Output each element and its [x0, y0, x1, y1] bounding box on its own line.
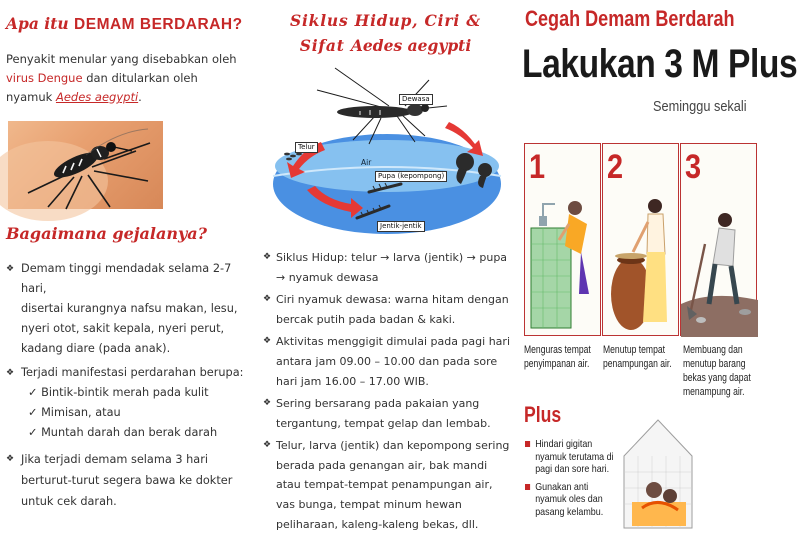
- step-card-1: [524, 143, 601, 336]
- step-card-3: [680, 143, 757, 336]
- step-number: 1: [529, 148, 546, 186]
- step-caption-1: Menguras tempat penyimpanan air.: [524, 344, 591, 370]
- plus-title: Plus: [524, 402, 562, 427]
- virus-name: virus Dengue: [6, 71, 83, 85]
- list-item: Hindari gigitan nyamuk terutama di pagi dan sore hari.: [525, 438, 617, 476]
- list-item: ❖ Telur, larva (jentik) dan kepompong sering berada pada genangan air, bak mandi atau tempat-tempat penampungan air, vas bunga, tempat minum hewan peliharaan, kaleng-kaleng bekas, dll.: [263, 436, 511, 535]
- panel-life-cycle: [257, 0, 514, 543]
- check-item: ✓ Mimisan, atau: [6, 403, 250, 423]
- intro-text: Penyakit menular yang disebabkan oleh virus Dengue dan ditularkan oleh nyamuk Aedes aegypti.: [6, 52, 237, 104]
- diamond-bullet-icon: ❖: [263, 397, 272, 408]
- prevention-subheading: Lakukan 3 M Plus: [522, 42, 797, 86]
- panel-what-is-dengue: [0, 0, 255, 543]
- panel2-title: Siklus Hidup, Ciri & Sifat Aedes aegypti: [289, 11, 482, 55]
- square-bullet-icon: [525, 441, 530, 447]
- panel1-title: Apa itu DEMAM BERDARAH?: [6, 14, 243, 33]
- diamond-bullet-icon: ❖: [263, 439, 272, 450]
- list-item: ❖ Jika terjadi demam selama 3 hari berturut-turut segera bawa ke dokter untuk cek darah.: [6, 449, 250, 512]
- step-card-2: [602, 143, 679, 336]
- diamond-bullet-icon: ❖: [6, 454, 15, 464]
- label-adult: Dewasa: [399, 94, 433, 105]
- list-item: Gunakan anti nyamuk oles dan pasang kelambu.: [525, 481, 617, 519]
- life-cycle-diagram: [265, 66, 509, 238]
- label-pupa: Pupa (kepompong): [375, 171, 447, 182]
- symptoms-list: [6, 259, 250, 512]
- list-item: ❖ Demam tinggi mendadak selama 2-7 hari, disertai kurangnya nafsu makan, lesu, nyeri otot, sakit kepala, nyeri perut, kadang diare (pada anak).: [6, 259, 250, 359]
- diamond-bullet-icon: ❖: [263, 293, 272, 304]
- mosquito-net-illustration: [618, 416, 698, 534]
- diamond-bullet-icon: ❖: [263, 252, 272, 262]
- species-title: Aedes aegypti: [350, 36, 472, 55]
- step-number: 3: [685, 148, 702, 186]
- diamond-bullet-icon: ❖: [6, 264, 15, 274]
- panel1-title-bold: DEMAM BERDARAH?: [74, 16, 243, 33]
- panel-prevention: [517, 0, 797, 543]
- facts-list: [263, 248, 511, 537]
- frequency-text: Seminggu sekali: [653, 98, 747, 115]
- prevention-heading: Cegah Demam Berdarah: [525, 6, 735, 31]
- species-name: Aedes aegypti: [55, 90, 139, 104]
- step-number: 2: [607, 148, 624, 186]
- check-item: ✓ Bintik-bintik merah pada kulit: [6, 383, 250, 403]
- symptoms-title: Bagaimana gejalanya?: [6, 224, 208, 243]
- list-item: ❖ Ciri nyamuk dewasa: warna hitam dengan bercak putih pada badan & kaki.: [263, 290, 511, 330]
- label-larva: Jentik-jentik: [377, 221, 425, 232]
- list-item: ❖ Aktivitas menggigit dimulai pada pagi hari antara jam 09.00 – 10.00 dan pada sore hari jam 16.00 – 17.00 WIB.: [263, 332, 511, 391]
- plus-list: [525, 438, 615, 523]
- label-water: Air: [361, 158, 372, 167]
- label-egg: Telur: [295, 142, 318, 153]
- step-caption-3: Membuang dan menutup barang bekas yang dapat menampung air.: [683, 344, 751, 398]
- mosquito-photo: [8, 121, 163, 209]
- check-item: ✓ Muntah darah dan berak darah: [6, 423, 250, 443]
- list-item: ❖ Terjadi manifestasi perdarahan berupa:: [6, 363, 250, 383]
- diamond-bullet-icon: ❖: [6, 368, 15, 378]
- square-bullet-icon: [525, 484, 530, 490]
- diamond-bullet-icon: ❖: [263, 335, 272, 346]
- list-item: ❖ Siklus Hidup: telur → larva (jentik) → pupa → nyamuk dewasa: [263, 248, 511, 288]
- step-caption-2: Menutup tempat penampungan air.: [603, 344, 672, 370]
- list-item: ❖ Sering bersarang pada pakaian yang tergantung, tempat gelap dan lembab.: [263, 394, 511, 434]
